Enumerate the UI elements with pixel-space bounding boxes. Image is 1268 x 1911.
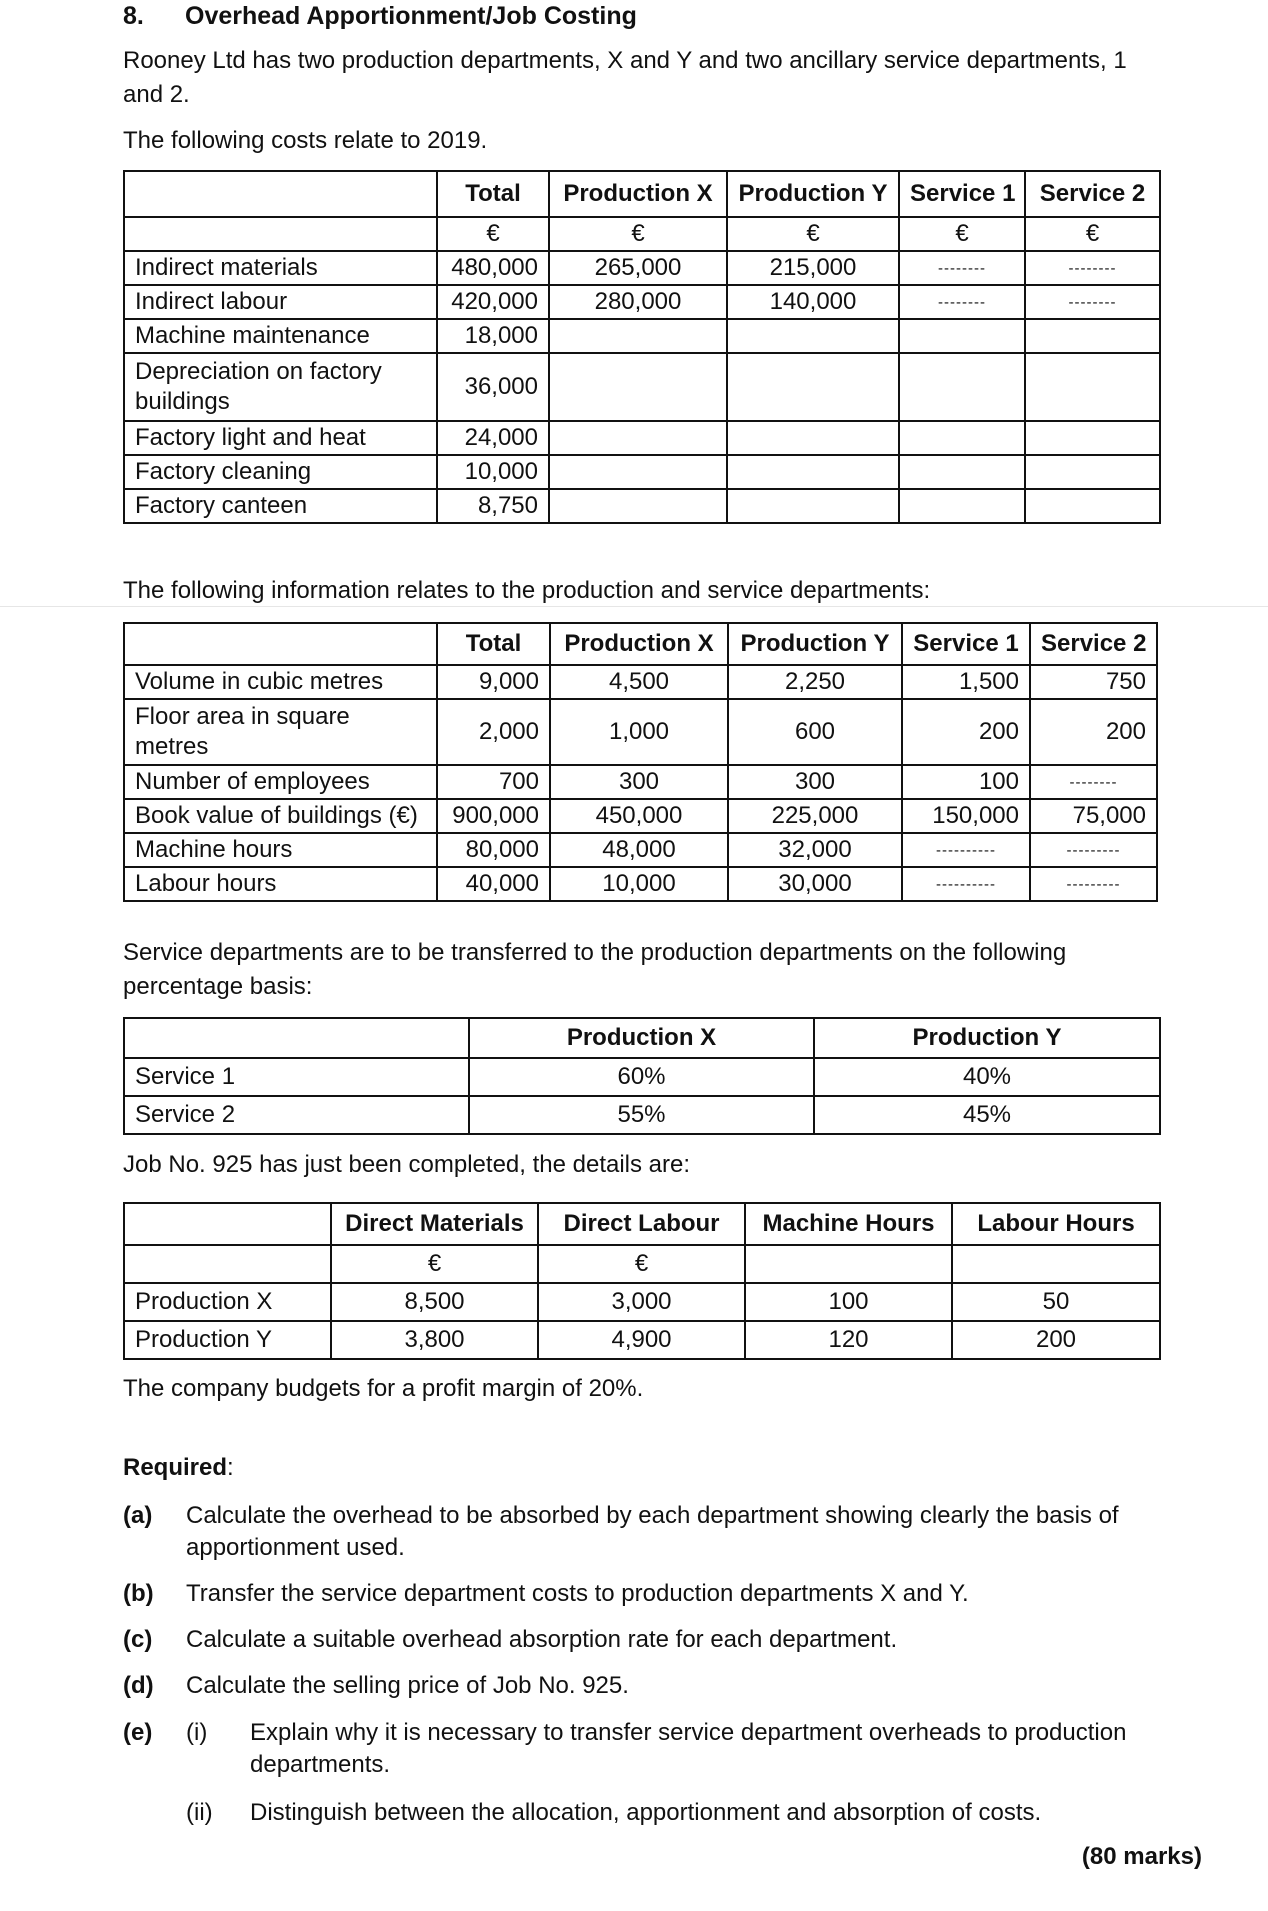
row-label: Machine hours [124, 833, 437, 867]
costs-intro: The following costs relate to 2019. [123, 127, 488, 154]
subitem-label: (i) [186, 1719, 208, 1746]
table-cell [1025, 455, 1160, 489]
table-header-row [124, 623, 1157, 665]
column-header: Production X [549, 171, 727, 217]
table-cell: -------- [1030, 765, 1157, 799]
question-number: 8. [123, 2, 144, 30]
table-row [124, 489, 1160, 523]
table-cell [1025, 353, 1160, 421]
table-cell: 40% [814, 1058, 1160, 1096]
column-header: Machine Hours [745, 1203, 952, 1245]
required-heading [123, 1454, 234, 1482]
table-row [124, 867, 1157, 901]
table-cell: 300 [550, 765, 728, 799]
table-cell: 200 [1030, 699, 1157, 765]
row-label: Production Y [124, 1321, 331, 1359]
column-header [124, 1203, 331, 1245]
column-header: Service 2 [1025, 171, 1160, 217]
transfer-intro: Service departments are to be transferred to the production departments on the following percentage basis: [123, 939, 1067, 1000]
table-cell: 100 [902, 765, 1030, 799]
table-header-row [124, 171, 1160, 217]
table-cell: --------- [1030, 833, 1157, 867]
table-cell: 9,000 [437, 665, 550, 699]
item-text: Calculate a suitable overhead absorption rate for each department. [186, 1626, 898, 1653]
currency-cell: € [899, 217, 1025, 251]
table-cell: 140,000 [727, 285, 899, 319]
question-heading [123, 2, 637, 31]
table-cell: 100 [745, 1283, 952, 1321]
table-cell: 225,000 [728, 799, 902, 833]
row-label: Factory cleaning [124, 455, 437, 489]
table-cell: -------- [1025, 251, 1160, 285]
table-cell: 80,000 [437, 833, 550, 867]
currency-row [124, 1245, 1160, 1283]
profit-note: The company budgets for a profit margin of 20%. [123, 1375, 644, 1402]
column-header: Direct Labour [538, 1203, 745, 1245]
required-title: Required [123, 1454, 228, 1481]
table-cell: 1,500 [902, 665, 1030, 699]
table-cell: 8,750 [437, 489, 549, 523]
table-cell: --------- [1030, 867, 1157, 901]
table-cell: 55% [469, 1096, 814, 1134]
table-cell: 200 [902, 699, 1030, 765]
currency-cell [124, 217, 437, 251]
table-cell [549, 353, 727, 421]
table-cell: 10,000 [437, 455, 549, 489]
column-header: Service 2 [1030, 623, 1157, 665]
table-row [124, 699, 1157, 765]
table-header-row [124, 1203, 1160, 1245]
table-cell [727, 455, 899, 489]
subitem-text: Distinguish between the allocation, apportionment and absorption of costs. [250, 1799, 1042, 1826]
table-row [124, 1283, 1160, 1321]
row-label: Indirect materials [124, 251, 437, 285]
currency-cell: € [1025, 217, 1160, 251]
table-cell: 150,000 [902, 799, 1030, 833]
costs-table [123, 170, 1161, 524]
table-cell: 4,900 [538, 1321, 745, 1359]
table-row [124, 319, 1160, 353]
table-cell [727, 421, 899, 455]
table-row [124, 1058, 1160, 1096]
table-cell: -------- [899, 251, 1025, 285]
table-cell: 18,000 [437, 319, 549, 353]
row-label: Volume in cubic metres [124, 665, 437, 699]
table-cell: 215,000 [727, 251, 899, 285]
row-label: Depreciation on factory buildings [124, 353, 437, 421]
table-cell [549, 455, 727, 489]
table-cell: 280,000 [549, 285, 727, 319]
column-header [124, 171, 437, 217]
row-label: Machine maintenance [124, 319, 437, 353]
row-label: Book value of buildings (€) [124, 799, 437, 833]
table-cell [727, 489, 899, 523]
table-cell: 24,000 [437, 421, 549, 455]
table-cell [899, 319, 1025, 353]
table-cell: 45% [814, 1096, 1160, 1134]
table-row [124, 765, 1157, 799]
job-details-table [123, 1202, 1161, 1360]
table-row [124, 285, 1160, 319]
item-label: (c) [123, 1626, 153, 1653]
table-row [124, 1321, 1160, 1359]
column-header: Total [437, 623, 550, 665]
table-cell: 2,000 [437, 699, 550, 765]
info-intro: The following information relates to the production and service departments: [123, 577, 931, 604]
table-cell [727, 353, 899, 421]
item-label: (a) [123, 1502, 153, 1529]
table-row [124, 421, 1160, 455]
table-cell: 60% [469, 1058, 814, 1096]
table-cell [549, 319, 727, 353]
table-cell: 8,500 [331, 1283, 538, 1321]
table-cell [1025, 319, 1160, 353]
column-header [124, 623, 437, 665]
subitem-text: Explain why it is necessary to transfer service department overheads to production departments. [250, 1719, 1127, 1778]
table-row [124, 799, 1157, 833]
table-cell: ---------- [902, 867, 1030, 901]
table-cell: -------- [1025, 285, 1160, 319]
table-cell [727, 319, 899, 353]
table-row [124, 833, 1157, 867]
table-cell [1025, 489, 1160, 523]
column-header: Direct Materials [331, 1203, 538, 1245]
table-cell: 700 [437, 765, 550, 799]
item-label: (e) [123, 1719, 153, 1746]
transfer-basis-table [123, 1017, 1161, 1135]
item-label: (b) [123, 1580, 154, 1607]
row-label: Floor area in square metres [124, 699, 437, 765]
table-row [124, 251, 1160, 285]
row-label: Labour hours [124, 867, 437, 901]
row-label: Number of employees [124, 765, 437, 799]
question-title: Overhead Apportionment/Job Costing [185, 2, 637, 30]
table-cell: 200 [952, 1321, 1160, 1359]
row-label: Factory canteen [124, 489, 437, 523]
column-header: Production Y [728, 623, 902, 665]
table-cell [899, 421, 1025, 455]
column-header: Production Y [727, 171, 899, 217]
currency-cell: € [538, 1245, 745, 1283]
table-row [124, 665, 1157, 699]
column-header: Total [437, 171, 549, 217]
marks-total: (80 marks) [1081, 1843, 1202, 1870]
column-header: Labour Hours [952, 1203, 1160, 1245]
column-header: Production Y [814, 1018, 1160, 1058]
subitem-label: (ii) [186, 1799, 213, 1826]
currency-cell: € [437, 217, 549, 251]
column-header: Service 1 [902, 623, 1030, 665]
table-cell: 3,800 [331, 1321, 538, 1359]
currency-row [124, 217, 1160, 251]
table-cell: 450,000 [550, 799, 728, 833]
department-info-table [123, 622, 1158, 902]
column-header: Service 1 [899, 171, 1025, 217]
table-cell: 420,000 [437, 285, 549, 319]
table-cell: 120 [745, 1321, 952, 1359]
item-label: (d) [123, 1672, 154, 1699]
table-cell [1025, 421, 1160, 455]
table-cell: 48,000 [550, 833, 728, 867]
column-header [124, 1018, 469, 1058]
table-cell [549, 489, 727, 523]
table-row [124, 1096, 1160, 1134]
table-cell: 10,000 [550, 867, 728, 901]
row-label: Indirect labour [124, 285, 437, 319]
table-cell: 4,500 [550, 665, 728, 699]
item-text: Calculate the overhead to be absorbed by each department showing clearly the basis of apportionment used. [186, 1502, 1119, 1561]
table-cell: 300 [728, 765, 902, 799]
table-cell: 50 [952, 1283, 1160, 1321]
currency-cell [124, 1245, 331, 1283]
table-cell: 2,250 [728, 665, 902, 699]
table-cell: 75,000 [1030, 799, 1157, 833]
table-cell [899, 455, 1025, 489]
table-cell: 600 [728, 699, 902, 765]
table-cell: 1,000 [550, 699, 728, 765]
table-cell: 32,000 [728, 833, 902, 867]
item-text: Transfer the service department costs to production departments X and Y. [186, 1580, 969, 1607]
table-cell: 40,000 [437, 867, 550, 901]
item-text: Calculate the selling price of Job No. 925. [186, 1672, 629, 1699]
column-header: Production X [550, 623, 728, 665]
table-row [124, 353, 1160, 421]
currency-cell [952, 1245, 1160, 1283]
table-header-row [124, 1018, 1160, 1058]
table-cell: 30,000 [728, 867, 902, 901]
table-cell: ---------- [902, 833, 1030, 867]
job-intro: Job No. 925 has just been completed, the details are: [123, 1151, 691, 1178]
table-cell [899, 353, 1025, 421]
table-cell: 36,000 [437, 353, 549, 421]
table-cell: 3,000 [538, 1283, 745, 1321]
currency-cell: € [549, 217, 727, 251]
table-cell: 750 [1030, 665, 1157, 699]
row-label: Service 2 [124, 1096, 469, 1134]
required-colon: : [227, 1454, 234, 1481]
table-cell: 265,000 [549, 251, 727, 285]
table-cell: 480,000 [437, 251, 549, 285]
currency-cell: € [331, 1245, 538, 1283]
table-row [124, 455, 1160, 489]
currency-cell: € [727, 217, 899, 251]
table-cell [899, 489, 1025, 523]
table-cell [549, 421, 727, 455]
table-cell: 900,000 [437, 799, 550, 833]
currency-cell [745, 1245, 952, 1283]
table-cell: -------- [899, 285, 1025, 319]
intro-paragraph: Rooney Ltd has two production departments, X and Y and two ancillary service departments, 1 and 2. [123, 47, 1127, 108]
row-label: Factory light and heat [124, 421, 437, 455]
row-label: Service 1 [124, 1058, 469, 1096]
column-header: Production X [469, 1018, 814, 1058]
row-label: Production X [124, 1283, 331, 1321]
